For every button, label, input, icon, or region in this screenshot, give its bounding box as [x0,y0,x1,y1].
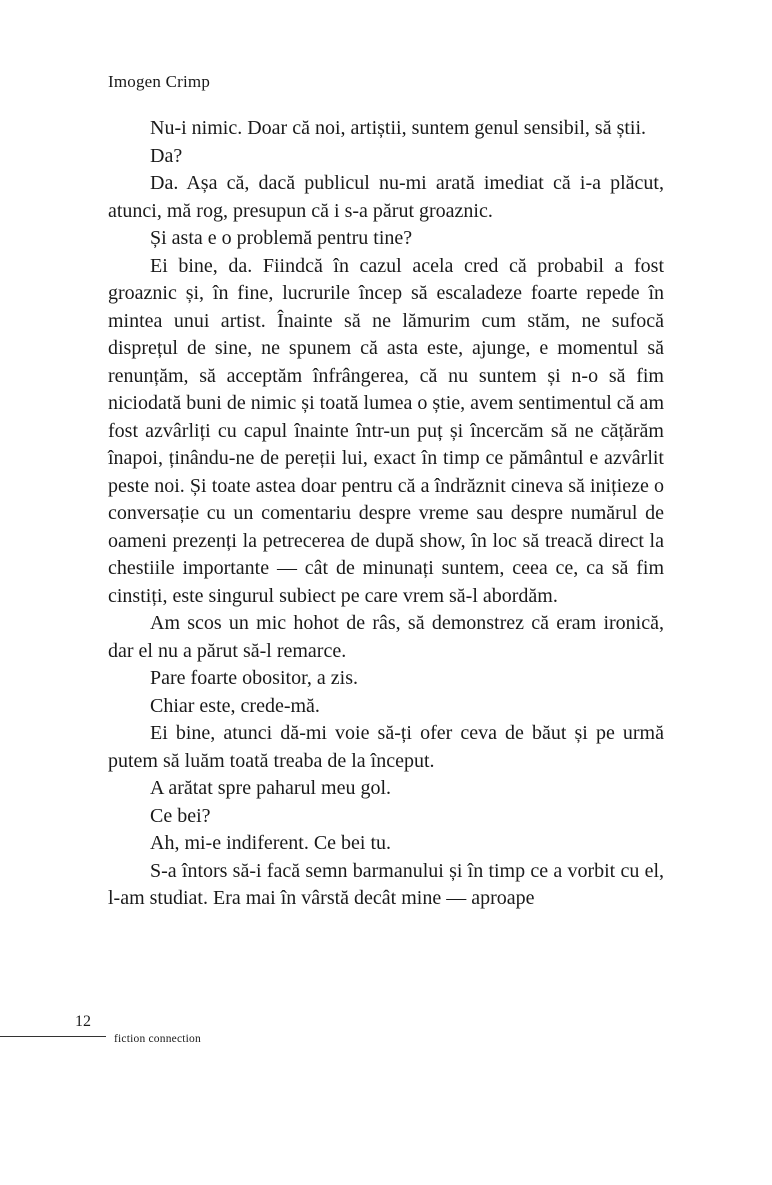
page-number: 12 [75,1013,91,1030]
paragraph: Chiar este, crede-mă. [150,694,320,717]
paragraph: A arătat spre paharul meu gol. [150,777,392,799]
paragraph: Da. Așa că, dacă publicul nu-mi arată imediat că i-a plăcut, atunci, mă rog, presupun că i s-a părut groaznic. [108,172,664,222]
paragraph: Da? [150,144,183,167]
paragraph: Și asta e o problemă pentru tine? [150,227,413,249]
paragraph: Ce bei? [150,804,211,827]
paragraph: Ei bine, atunci dă-mi voie să-ți ofer ceva de băut și pe urmă putem să luăm toată treaba de la început. [108,722,664,772]
paragraph: Ah, mi-e indiferent. Ce bei tu. [150,832,392,854]
paragraph: Pare foarte obositor, a zis. [150,667,359,689]
footer-rule [0,1036,106,1037]
paragraph: S-a întors să-i facă semn barmanului și în timp ce a vorbit cu el, l-am studiat. Era mai în vârstă decât mine — aproape [108,859,664,909]
paragraph: Nu-i nimic. Doar că noi, artiștii, suntem genul sensibil, să știi. [150,117,647,139]
paragraph: Am scos un mic hohot de râs, să demonstrez că eram ironică, dar el nu a părut să-l remarce. [108,612,664,662]
paragraph: Ei bine, da. Fiindcă în cazul acela cred că probabil a fost groaznic și, în fine, lucrurile încep să escaladeze foarte repede în mintea unui artist. Înainte să ne lămurim cum stăm, ne sufocă disprețul de sine, ne spunem că asta este, ajunge, e momentul să renunțăm, să acceptăm înfrângerea, că nu suntem și n-o să fim niciodată buni de nimic și toată lumea o știe, avem sentimentul că am fost azvârliți cu capul înainte într-un puț și încercăm să ne cățărăm înapoi, ținându-ne de pereții lui, exact în timp ce pământul e azvârlit peste noi. Și toate astea doar pentru că a îndrăznit cineva să inițieze o conversație cu un comentariu despre vreme sau despre numărul de oameni prezenți la petrecerea de după show, în loc să treacă direct la chestiile importante — cât de minunați suntem, ceea ce, ca să fim cinstiți, este singurul subiect pe care vrem să-l abordăm. [108,254,664,607]
footer-label: fiction connection [114,1033,201,1045]
running-head: Imogen Crimp [108,72,211,91]
body-text [108,115,664,913]
